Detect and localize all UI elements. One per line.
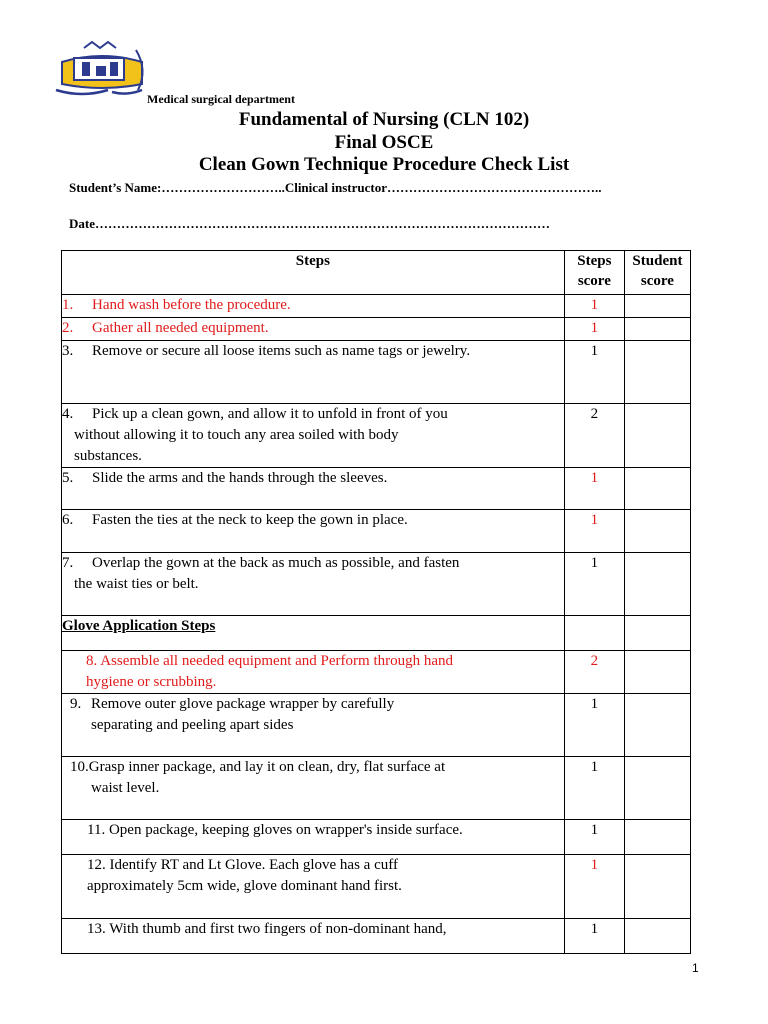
step-cell: 5. Slide the arms and the hands through the sleeves. [62, 468, 565, 510]
student-score-cell[interactable] [624, 757, 690, 820]
step-cell: 3. Remove or secure all loose items such as name tags or jewelry. [62, 341, 565, 404]
procedure-checklist-table [61, 250, 691, 954]
step-cell: 2. Gather all needed equipment. [62, 318, 565, 341]
step-cell: 9. Remove outer glove package wrapper by carefully separating and peeling apart sides [62, 694, 565, 757]
table-row [62, 404, 691, 468]
section-heading: Glove Application Steps [62, 616, 565, 651]
step-score: 2 [564, 404, 624, 468]
step-cell: 11. Open package, keeping gloves on wrapper's inside surface. [62, 820, 565, 855]
document-titles [0, 109, 768, 177]
step-score: 1 [564, 468, 624, 510]
student-score-cell[interactable] [624, 855, 690, 919]
step-score: 1 [564, 820, 624, 855]
checklist-title: Clean Gown Technique Procedure Check List [198, 154, 570, 175]
department-label: Medical surgical department [147, 92, 295, 106]
table-row [62, 510, 691, 553]
faculty-logo [52, 40, 152, 98]
student-score-cell[interactable] [624, 651, 690, 694]
step-cell: 4. Pick up a clean gown, and allow it to unfold in front of you without allowing it to touch any area soiled with body substances. [62, 404, 565, 468]
table-row [62, 694, 691, 757]
student-score-cell[interactable] [624, 510, 690, 553]
step-cell: 12. Identify RT and Lt Glove. Each glove has a cuff approximately 5cm wide, glove dominant hand first. [62, 855, 565, 919]
date-field: Date…………………………………………………………………………………………… [69, 216, 550, 231]
table-row [62, 553, 691, 616]
student-score-cell[interactable] [624, 919, 690, 954]
table-header-row [62, 251, 691, 295]
step-cell: 6. Fasten the ties at the neck to keep the gown in place. [62, 510, 565, 553]
course-title: Fundamental of Nursing (CLN 102) [238, 109, 530, 130]
section-score-cell [564, 616, 624, 651]
table-row [62, 468, 691, 510]
step-score: 1 [564, 919, 624, 954]
step-score: 1 [564, 341, 624, 404]
section-row [62, 616, 691, 651]
student-score-cell[interactable] [624, 318, 690, 341]
step-score: 2 [564, 651, 624, 694]
steps-header: Steps [62, 251, 565, 295]
step-score: 1 [564, 318, 624, 341]
exam-title: Final OSCE [334, 131, 434, 153]
step-score: 1 [564, 694, 624, 757]
table-row [62, 919, 691, 954]
table-row [62, 820, 691, 855]
page-number: 1 [692, 961, 699, 975]
step-cell: 10.Grasp inner package, and lay it on clean, dry, flat surface at waist level. [62, 757, 565, 820]
step-score: 1 [564, 295, 624, 318]
table-row [62, 295, 691, 318]
step-score: 1 [564, 553, 624, 616]
step-cell: 13. With thumb and first two fingers of non-dominant hand, [62, 919, 565, 954]
student-score-header: Student score [624, 251, 690, 295]
student-score-cell[interactable] [624, 820, 690, 855]
step-score: 1 [564, 510, 624, 553]
student-score-cell[interactable] [624, 553, 690, 616]
step-cell: 7. Overlap the gown at the back as much as possible, and fasten the waist ties or belt. [62, 553, 565, 616]
student-name-field: Student’s Name:………………………..Clinical instructor………………………………………….. [69, 180, 602, 195]
student-score-cell[interactable] [624, 468, 690, 510]
step-score: 1 [564, 855, 624, 919]
table-row [62, 318, 691, 341]
table-row [62, 855, 691, 919]
section-student-cell [624, 616, 690, 651]
student-score-cell[interactable] [624, 295, 690, 318]
table-row [62, 651, 691, 694]
step-score: 1 [564, 757, 624, 820]
table-row [62, 341, 691, 404]
steps-score-header: Steps score [564, 251, 624, 295]
step-cell: 1. Hand wash before the procedure. [62, 295, 565, 318]
table-row [62, 757, 691, 820]
student-score-cell[interactable] [624, 404, 690, 468]
step-cell: 8. Assemble all needed equipment and Perform through hand hygiene or scrubbing. [62, 651, 565, 694]
student-score-cell[interactable] [624, 341, 690, 404]
student-score-cell[interactable] [624, 694, 690, 757]
